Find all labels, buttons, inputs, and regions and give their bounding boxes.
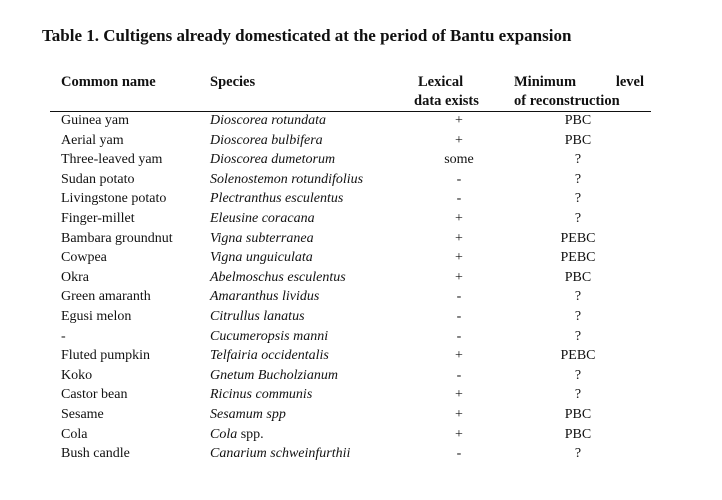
table-row bbox=[0, 425, 722, 445]
table-row bbox=[0, 268, 722, 288]
cell-species bbox=[210, 131, 323, 151]
cell-common-name: Bush candle bbox=[61, 446, 130, 462]
cell-species bbox=[210, 287, 319, 307]
cell-common-name: - bbox=[61, 328, 66, 344]
cell-species bbox=[210, 307, 305, 327]
cell-lexical-data: - bbox=[456, 367, 462, 383]
table-row bbox=[0, 209, 722, 229]
header-minimum-level bbox=[514, 73, 644, 111]
cell-common-name: Green amaranth bbox=[61, 289, 151, 305]
cell-common-name: Guinea yam bbox=[61, 113, 130, 128]
cell-reconstruction-level: ? bbox=[574, 152, 582, 168]
cell-species bbox=[210, 366, 338, 386]
header-minimum-line1 bbox=[514, 73, 644, 92]
table-row bbox=[0, 248, 722, 268]
cell-common-name: Cola bbox=[61, 426, 88, 442]
cell-species-name: Vigna subterranea bbox=[210, 230, 314, 246]
cell-species bbox=[210, 209, 315, 229]
cell-species-name: Cucumeropsis manni bbox=[210, 328, 329, 344]
cell-species bbox=[210, 189, 343, 209]
header-lexical-line1: Lexical bbox=[418, 74, 464, 90]
cell-common-name: Egusi melon bbox=[61, 309, 132, 324]
table-row bbox=[0, 327, 722, 347]
cell-lexical-data: + bbox=[455, 269, 463, 285]
cell-species bbox=[210, 385, 312, 405]
cell-lexical-data: - bbox=[456, 446, 462, 462]
cell-lexical-data: + bbox=[455, 348, 463, 364]
cell-common-name: Cowpea bbox=[61, 250, 107, 266]
cell-lexical-data: + bbox=[455, 407, 463, 422]
table-row bbox=[0, 170, 722, 190]
cell-lexical-data: - bbox=[456, 171, 462, 187]
table-title: Table 1. Cultigens already domesticated at the period of Bantu expansion bbox=[42, 26, 572, 45]
table-row bbox=[0, 346, 722, 366]
cell-reconstruction-level: ? bbox=[574, 211, 582, 226]
header-minimum-word2: level bbox=[615, 74, 644, 90]
cell-species-name: Dioscorea rotundata bbox=[210, 113, 327, 128]
cell-lexical-data: + bbox=[455, 211, 463, 226]
cell-reconstruction-level: PEBC bbox=[560, 230, 596, 246]
cell-reconstruction-level: PBC bbox=[564, 426, 592, 442]
cell-species-name: Amaranthus lividus bbox=[210, 289, 320, 305]
table-row bbox=[0, 444, 722, 464]
cell-lexical-data: some bbox=[444, 152, 474, 168]
table-row bbox=[0, 405, 722, 425]
cell-reconstruction-level: ? bbox=[574, 289, 582, 305]
cell-species bbox=[210, 268, 346, 288]
table-row bbox=[0, 385, 722, 405]
table-row bbox=[0, 150, 722, 170]
header-species: Species bbox=[210, 74, 256, 90]
cell-species bbox=[210, 327, 328, 347]
cell-species bbox=[210, 425, 264, 445]
cell-reconstruction-level: PEBC bbox=[560, 250, 596, 266]
cell-lexical-data: + bbox=[455, 426, 463, 442]
cell-lexical-data: + bbox=[455, 132, 463, 148]
header-minimum-line2: of reconstruction bbox=[514, 93, 620, 109]
cell-species bbox=[210, 248, 313, 268]
cell-species-name: Sesamum spp bbox=[210, 407, 286, 422]
cell-species-name: Citrullus lanatus bbox=[210, 309, 305, 324]
cell-reconstruction-level: ? bbox=[574, 446, 582, 462]
cell-reconstruction-level: ? bbox=[574, 309, 582, 324]
cell-reconstruction-level: ? bbox=[574, 328, 582, 344]
cell-species bbox=[210, 346, 329, 366]
cell-reconstruction-level: PEBC bbox=[560, 348, 596, 364]
header-common-name: Common name bbox=[61, 74, 156, 90]
cell-species bbox=[210, 405, 286, 425]
cell-common-name: Fluted pumpkin bbox=[61, 348, 151, 364]
cell-species bbox=[210, 150, 335, 170]
cell-species-name: Dioscorea dumetorum bbox=[210, 152, 336, 168]
cell-species-name: Abelmoschus esculentus bbox=[210, 269, 346, 285]
cell-common-name: Castor bean bbox=[61, 387, 128, 403]
cell-species bbox=[210, 170, 363, 190]
header-lexical-line2: data exists bbox=[414, 93, 479, 109]
table-row bbox=[0, 229, 722, 249]
table-row bbox=[0, 111, 722, 131]
cell-reconstruction-level: PBC bbox=[564, 407, 592, 422]
cell-common-name: Aerial yam bbox=[61, 132, 124, 148]
cell-common-name: Koko bbox=[61, 367, 93, 383]
cell-species bbox=[210, 229, 314, 249]
cell-lexical-data: + bbox=[455, 113, 463, 128]
cell-common-name: Finger-millet bbox=[61, 211, 135, 226]
cell-species-name: Gnetum Bucholzianum bbox=[210, 367, 338, 383]
cell-species-name: Telfairia occidentalis bbox=[210, 348, 329, 364]
header-lexical-data bbox=[414, 73, 506, 111]
cell-reconstruction-level: PBC bbox=[564, 113, 592, 128]
table-row bbox=[0, 366, 722, 386]
cell-common-name: Three-leaved yam bbox=[61, 152, 163, 168]
cell-lexical-data: + bbox=[455, 230, 463, 246]
cell-species-name: Plectranthus esculentus bbox=[210, 191, 344, 207]
cell-lexical-data: - bbox=[456, 191, 462, 207]
cell-species-name: Canarium schweinfurthii bbox=[210, 446, 351, 462]
cell-reconstruction-level: PBC bbox=[564, 269, 592, 285]
cell-species-name: Ricinus communis bbox=[210, 387, 313, 403]
cell-reconstruction-level: ? bbox=[574, 191, 582, 207]
cell-species bbox=[210, 111, 326, 131]
header-minimum-word1: Minimum bbox=[514, 74, 577, 90]
table-row bbox=[0, 307, 722, 327]
cell-common-name: Okra bbox=[61, 269, 89, 285]
cell-species-name: Dioscorea bulbifera bbox=[210, 132, 323, 148]
cell-species-name: Cola bbox=[210, 426, 238, 442]
cell-species-name: Eleusine coracana bbox=[210, 211, 315, 226]
cell-reconstruction-level: ? bbox=[574, 171, 582, 187]
cell-common-name: Sudan potato bbox=[61, 171, 135, 187]
cell-lexical-data: + bbox=[455, 250, 463, 266]
cell-common-name: Livingstone potato bbox=[61, 191, 167, 207]
table-row bbox=[0, 287, 722, 307]
cell-species-name: Solenostemon rotundifolius bbox=[210, 171, 364, 187]
table-row bbox=[0, 131, 722, 151]
cell-reconstruction-level: ? bbox=[574, 387, 582, 403]
cell-common-name: Sesame bbox=[61, 407, 104, 422]
cell-common-name: Bambara groundnut bbox=[61, 230, 173, 246]
table-row bbox=[0, 189, 722, 209]
cell-species-name: Vigna unguiculata bbox=[210, 250, 313, 266]
cell-reconstruction-level: ? bbox=[574, 367, 582, 383]
cell-reconstruction-level: PBC bbox=[564, 132, 592, 148]
cell-species-suffix: spp. bbox=[237, 426, 264, 442]
cell-lexical-data: + bbox=[455, 387, 463, 403]
cell-lexical-data: - bbox=[456, 328, 462, 344]
cell-lexical-data: - bbox=[456, 289, 462, 305]
cell-lexical-data: - bbox=[456, 309, 462, 324]
cell-species bbox=[210, 444, 350, 464]
